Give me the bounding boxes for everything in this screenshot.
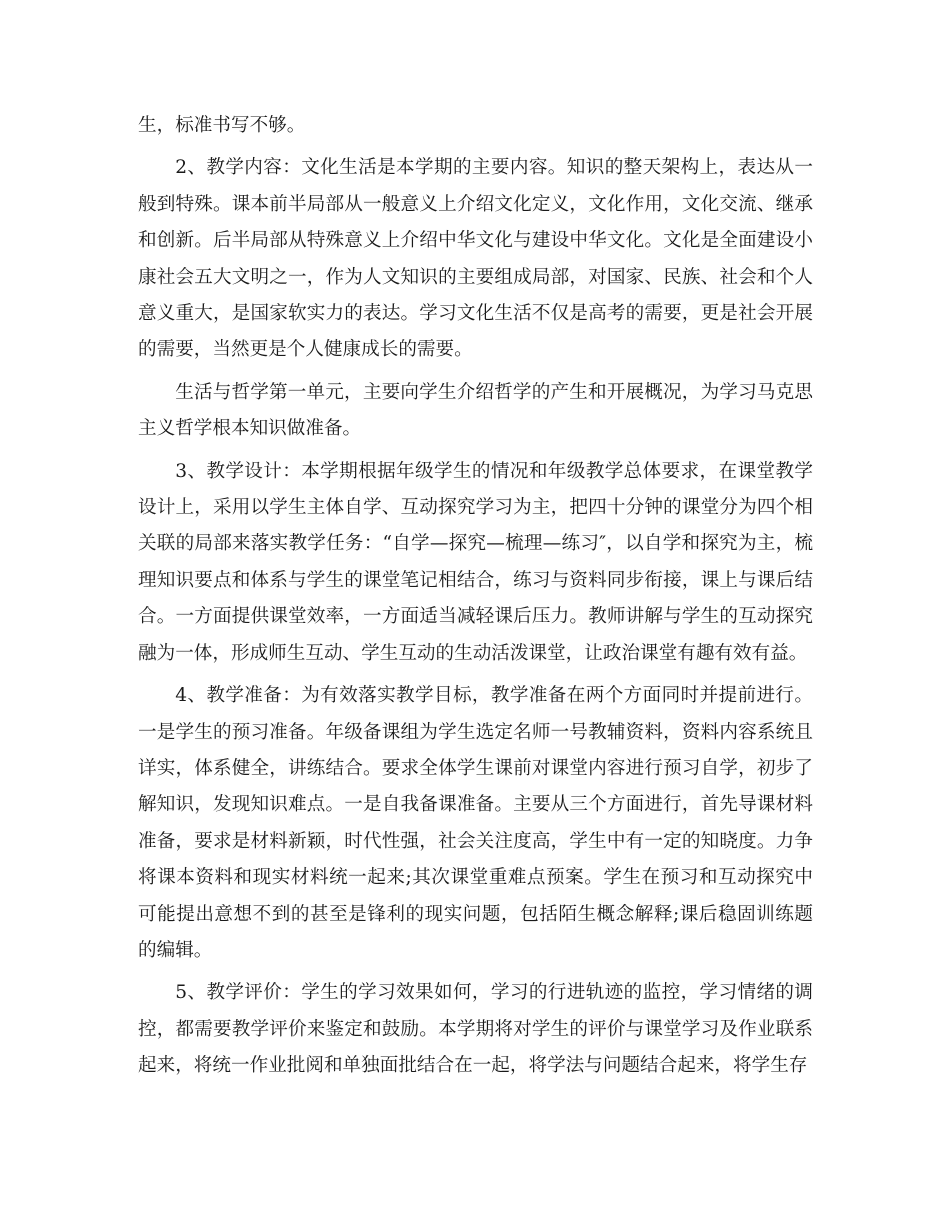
document-page	[138, 108, 813, 1091]
paragraph-philosophy-unit: 生活与哲学第一单元，主要向学生介绍哲学的产生和开展概况，为学习马克思主义哲学根本知识做准备。	[138, 381, 813, 440]
paragraph-teaching-evaluation: 5、教学评价：学生的学习效果如何，学习的行进轨迹的监控，学习情绪的调控，都需要教学评价来鉴定和鼓励。本学期将对学生的评价与课堂学习及作业联系起来，将统一作业批阅和单独面批结合在一起，将学法与问题结合起来，将学生存	[138, 982, 813, 1077]
paragraph-teaching-content: 2、教学内容：文化生活是本学期的主要内容。知识的整天架构上，表达从一般到特殊。课本前半局部从一般意义上介绍文化定义，文化作用，文化交流、继承和创新。后半局部从特殊意义上介绍中华文化与建设中华文化。文化是全面建设小康社会五大文明之一，作为人文知识的主要组成局部，对国家、民族、社会和个人意义重大，是国家软实力的表达。学习文化生活不仅是高考的需要，更是社会开展的需要，当然更是个人健康成长的需要。	[138, 157, 813, 361]
paragraph-continuation: 生，标准书写不够。	[138, 115, 306, 136]
paragraph-teaching-design: 3、教学设计：本学期根据年级学生的情况和年级教学总体要求，在课堂教学设计上，采用以学生主体自学、互动探究学习为主，把四十分钟的课堂分为四个相关联的局部来落实教学任务：“自学—探究—梳理—练习″，以自学和探究为主，梳理知识要点和体系与学生的课堂笔记相结合，练习与资料同步衔接，课上与课后结合。一方面提供课堂效率，一方面适当减轻课后压力。教师讲解与学生的互动探究融为一体，形成师生互动、学生互动的生动活泼课堂，让政治课堂有趣有效有益。	[138, 460, 813, 664]
paragraph-teaching-preparation: 4、教学准备：为有效落实教学目标，教学准备在两个方面同时并提前进行。一是学生的预习准备。年级备课组为学生选定名师一号教辅资料，资料内容系统且详实，体系健全，讲练结合。要求全体学生课前对课堂内容进行预习自学，初步了解知识，发现知识难点。一是自我备课准备。主要从三个方面进行，首先导课材料准备，要求是材料新颖，时代性强，社会关注度高，学生中有一定的知晓度。力争将课本资料和现实材料统一起来;其次课堂重难点预案。学生在预习和互动探究中可能提出意想不到的甚至是锋利的现实问题，包括陌生概念解释;课后稳固训练题的编辑。	[138, 685, 813, 961]
